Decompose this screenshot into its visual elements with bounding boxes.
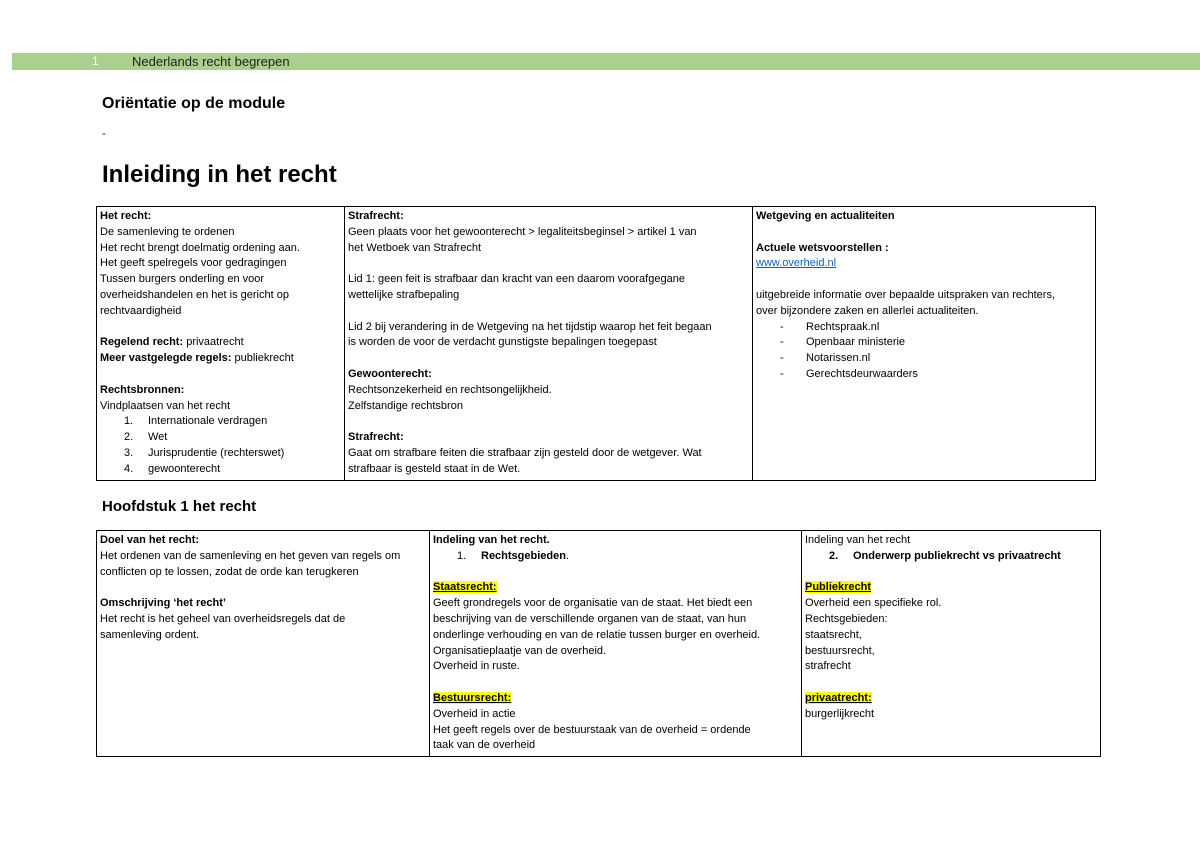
list-text: Wet <box>148 431 168 444</box>
text-line: Geen plaats voor het gewoonterecht > legaliteitsbeginsel > artikel 1 van <box>348 225 697 238</box>
dash-bullet: - <box>780 320 784 333</box>
text-line: bestuursrecht, <box>805 644 875 657</box>
text-line: strafrecht <box>805 660 851 673</box>
text-line: Lid 2 bij verandering in de Wetgeving na het tijdstip waarop het feit begaan <box>348 320 712 333</box>
list-item <box>756 320 1092 336</box>
cell-wetgeving <box>753 207 1096 481</box>
text-line: Het recht is het geheel van overheidsregels dat de <box>100 612 346 625</box>
text-line: onderlinge verhouding en van de relatie tussen burger en overheid. <box>433 628 761 641</box>
highlight-heading: Staatsrecht: <box>433 581 497 594</box>
regelend-label: Regelend recht: <box>100 336 184 349</box>
inleiding-title: Inleiding in het recht <box>102 161 337 188</box>
list-item <box>100 430 341 446</box>
hoofdstuk-heading: Hoofdstuk 1 het recht <box>102 498 257 515</box>
page-header-band <box>12 53 1200 70</box>
list-text: gewoonterecht <box>148 462 221 475</box>
cell-heading: Doel van het recht: <box>100 534 200 546</box>
list-number: 4. <box>124 462 134 475</box>
text-line: uitgebreide informatie over bepaalde uitspraken van rechters, <box>756 288 1056 301</box>
cell-heading: Omschrijving ‘het recht’ <box>100 597 226 610</box>
cell-heading: Het recht: <box>100 210 152 222</box>
cell-doel <box>97 531 430 757</box>
list-text: Internationale verdragen <box>148 415 268 428</box>
list-item <box>100 446 341 462</box>
text-line: Tussen burgers onderling en voor <box>100 273 265 286</box>
orientatie-heading: Oriëntatie op de module <box>102 95 286 112</box>
list-text: Openbaar ministerie <box>806 336 906 349</box>
overheid-link[interactable]: www.overheid.nl <box>756 257 837 270</box>
page-number: 1 <box>92 54 99 68</box>
dash-bullet: - <box>780 336 784 349</box>
text-line: conflicten op te lossen, zodat de orde kan terugkeren <box>100 565 359 578</box>
list-number: 1. <box>457 549 467 562</box>
cell-strafrecht <box>345 207 753 481</box>
list-item <box>805 549 1097 565</box>
dash-bullet: - <box>780 352 784 365</box>
cell-heading: Indeling van het recht <box>805 534 911 546</box>
cell-heading: Indeling van het recht. <box>433 534 550 546</box>
text-line: Het geeft spelregels voor gedragingen <box>100 257 287 270</box>
text-line: wettelijke strafbepaling <box>348 288 460 301</box>
cell-indeling-2 <box>802 531 1101 757</box>
list-number: 3. <box>124 446 134 459</box>
text-line: Gaat om strafbare feiten die strafbaar zijn gesteld door de wetgever. Wat <box>348 446 702 459</box>
text-line <box>100 335 341 351</box>
list-text: Rechtsgebieden <box>481 549 566 562</box>
text-line: Geeft grondregels voor de organisatie van de staat. Het biedt een <box>433 597 753 610</box>
cell-heading: Strafrecht: <box>348 431 404 444</box>
text-line: Het ordenen van de samenleving en het geven van regels om <box>100 549 401 562</box>
text-line: De samenleving te ordenen <box>100 225 235 238</box>
text-line <box>100 351 341 367</box>
list-text: Rechtspraak.nl <box>806 320 880 333</box>
header-title: Nederlands recht begrepen <box>132 54 290 69</box>
text-line: het Wetboek van Strafrecht <box>348 241 482 254</box>
list-item <box>756 351 1092 367</box>
text-line: Rechtsonzekerheid en rechtsongelijkheid. <box>348 383 552 396</box>
cell-het-recht <box>97 207 345 481</box>
inleiding-table <box>96 206 1096 481</box>
cell-heading: Strafrecht: <box>348 210 404 222</box>
list-item <box>100 462 341 478</box>
list-item <box>100 414 341 430</box>
text-line: Het recht brengt doelmatig ordening aan. <box>100 241 300 254</box>
highlight-heading: privaatrecht: <box>805 691 872 704</box>
text-line: over bijzondere zaken en allerlei actualiteiten. <box>756 304 979 317</box>
cell-heading: Wetgeving en actualiteiten <box>756 210 895 222</box>
text-line: Overheid in ruste. <box>433 660 520 673</box>
meer-label: Meer vastgelegde regels: <box>100 352 232 365</box>
text-line: Rechtsgebieden: <box>805 612 888 625</box>
text-line: Overheid een specifieke rol. <box>805 597 942 610</box>
highlight-heading: Publiekrecht <box>805 581 872 594</box>
text-line: Zelfstandige rechtsbron <box>348 399 463 412</box>
text-line: burgerlijkrecht <box>805 707 875 720</box>
hoofdstuk-table <box>96 530 1101 757</box>
regelend-value: privaatrecht <box>183 336 244 349</box>
text-line: Lid 1: geen feit is strafbaar dan kracht van een daarom voorafgegane <box>348 273 685 286</box>
text-line: Het geeft regels over de bestuurstaak van de overheid = ordende <box>433 723 751 736</box>
cell-heading: Rechtsbronnen: <box>100 383 185 396</box>
list-item <box>756 367 1092 383</box>
dash-marker: - <box>102 128 106 140</box>
list-text: Notarissen.nl <box>806 352 871 365</box>
list-item <box>433 549 798 565</box>
text-line: samenleving ordent. <box>100 628 200 641</box>
meer-value: publiekrecht <box>231 352 294 365</box>
text-line: Vindplaatsen van het recht <box>100 399 231 412</box>
cell-heading: Gewoonterecht: <box>348 367 432 380</box>
highlight-heading: Bestuursrecht: <box>433 691 512 704</box>
text-line: strafbaar is gesteld staat in de Wet. <box>348 462 521 475</box>
text-line: Overheid in actie <box>433 707 516 720</box>
text-line: rechtvaardigheid <box>100 304 182 317</box>
list-text: Onderwerp publiekrecht vs privaatrecht <box>853 549 1061 562</box>
list-suffix: . <box>565 549 570 562</box>
list-number: 1. <box>124 415 134 428</box>
list-text: Jurisprudentie (rechterswet) <box>148 446 285 459</box>
text-line: beschrijving van de verschillende organen van de staat, van hun <box>433 612 747 625</box>
text-line: overheidshandelen en het is gericht op <box>100 288 289 301</box>
list-item <box>756 335 1092 351</box>
list-text: Gerechtsdeurwaarders <box>806 367 918 380</box>
cell-heading: Actuele wetsvoorstellen : <box>756 241 889 254</box>
text-line: staatsrecht, <box>805 628 862 641</box>
text-line: taak van de overheid <box>433 739 536 752</box>
list-number: 2. <box>124 431 134 444</box>
text-line: Organisatieplaatje van de overheid. <box>433 644 607 657</box>
text-line: is worden de voor de verdacht gunstigste bepalingen toegepast <box>348 336 657 349</box>
list-number: 2. <box>829 549 839 562</box>
cell-indeling-1 <box>430 531 802 757</box>
dash-bullet: - <box>780 367 784 380</box>
